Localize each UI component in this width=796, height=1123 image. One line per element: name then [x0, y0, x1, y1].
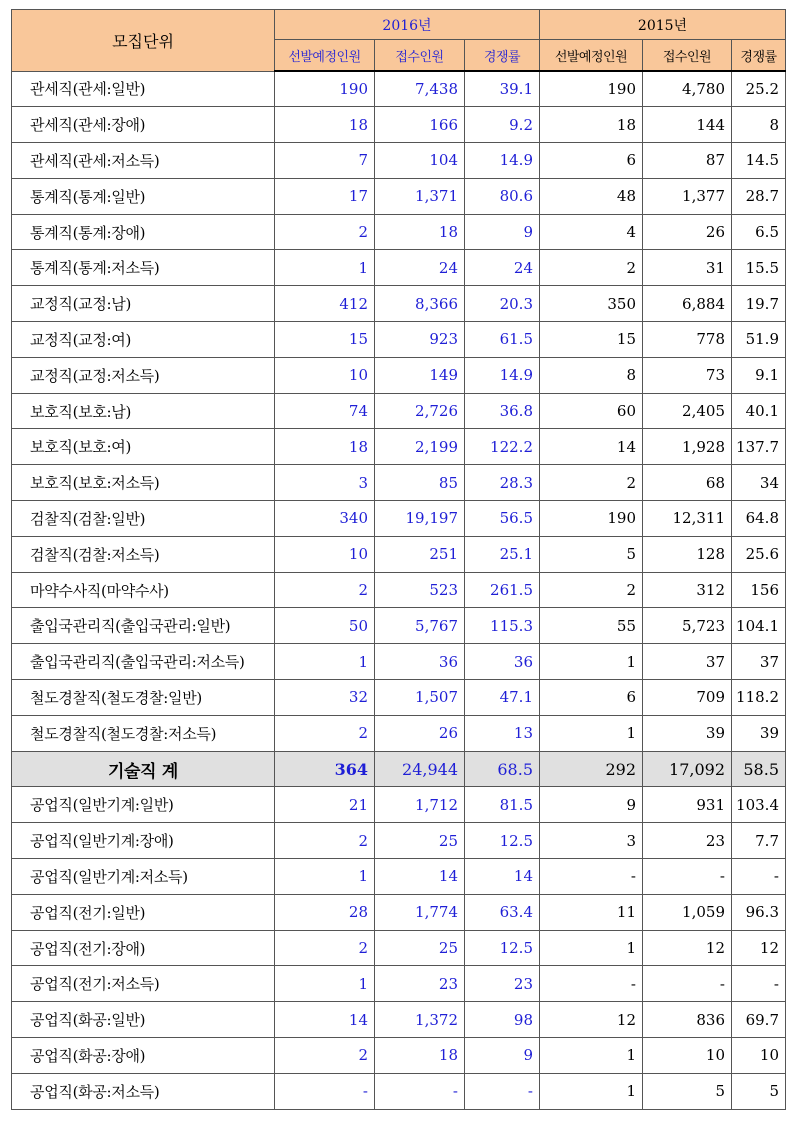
planned-2015-cell: - [540, 859, 643, 895]
rate-2015-cell: 28.7 [732, 178, 786, 214]
planned-2015-header: 선발예정인원 [540, 40, 643, 72]
planned-2015-cell: 60 [540, 393, 643, 429]
planned-2016-cell: 18 [275, 429, 375, 465]
rate-2015-header: 경쟁률 [732, 40, 786, 72]
applied-2015-cell: 1,377 [643, 178, 732, 214]
planned-2015-cell: 292 [540, 751, 643, 787]
applied-2015-cell: 312 [643, 572, 732, 608]
unit-name-cell: 공업직(화공:저소득) [12, 1073, 275, 1109]
unit-name-cell: 관세직(관세:저소득) [12, 143, 275, 179]
unit-name-cell: 통계직(통계:일반) [12, 178, 275, 214]
applied-2016-cell: 1,371 [375, 178, 465, 214]
rate-2015-cell: 12 [732, 930, 786, 966]
applied-2016-cell: 1,372 [375, 1002, 465, 1038]
planned-2016-cell: 2 [275, 1038, 375, 1074]
table-row [12, 1038, 786, 1074]
planned-2016-cell: 1 [275, 966, 375, 1002]
table-row [12, 178, 786, 214]
applied-2015-cell: 1,059 [643, 894, 732, 930]
applied-2016-cell: 7,438 [375, 71, 465, 107]
rate-2015-cell: 137.7 [732, 429, 786, 465]
table-row [12, 465, 786, 501]
table-row [12, 572, 786, 608]
unit-name-cell: 보호직(보호:여) [12, 429, 275, 465]
rate-2016-cell: 12.5 [465, 823, 540, 859]
unit-name-cell: 통계직(통계:저소득) [12, 250, 275, 286]
unit-name-cell: 공업직(화공:장애) [12, 1038, 275, 1074]
planned-2016-cell: 50 [275, 608, 375, 644]
unit-name-cell: 기술직 계 [12, 751, 275, 787]
applied-2016-cell: 24,944 [375, 751, 465, 787]
rate-2015-cell: 5 [732, 1073, 786, 1109]
unit-name-cell: 출입국관리직(출입국관리:일반) [12, 608, 275, 644]
applied-2015-cell: 2,405 [643, 393, 732, 429]
rate-2015-cell: 96.3 [732, 894, 786, 930]
table-row [12, 322, 786, 358]
table-row [12, 859, 786, 895]
planned-2015-cell: 12 [540, 1002, 643, 1038]
planned-2015-cell: 1 [540, 1073, 643, 1109]
rate-2015-cell: 64.8 [732, 501, 786, 537]
planned-2016-cell: 28 [275, 894, 375, 930]
unit-name-cell: 철도경찰직(철도경찰:저소득) [12, 715, 275, 751]
rate-2015-cell: 7.7 [732, 823, 786, 859]
applied-2016-cell: 26 [375, 715, 465, 751]
applied-2016-cell: 149 [375, 357, 465, 393]
rate-2016-cell: 14.9 [465, 143, 540, 179]
planned-2015-cell: 3 [540, 823, 643, 859]
applied-2015-cell: 144 [643, 107, 732, 143]
unit-name-cell: 검찰직(검찰:일반) [12, 501, 275, 537]
rate-2016-cell: 23 [465, 966, 540, 1002]
applied-2016-header: 접수인원 [375, 40, 465, 72]
rate-2015-cell: 25.6 [732, 536, 786, 572]
applied-2016-cell: 5,767 [375, 608, 465, 644]
rate-2015-cell: 39 [732, 715, 786, 751]
unit-name-cell: 마약수사직(마약수사) [12, 572, 275, 608]
planned-2015-cell: 18 [540, 107, 643, 143]
rate-2015-cell: 69.7 [732, 1002, 786, 1038]
rate-2016-cell: 98 [465, 1002, 540, 1038]
applied-2015-cell: 37 [643, 644, 732, 680]
rate-2016-cell: 36 [465, 644, 540, 680]
header-row-years [12, 10, 786, 40]
planned-2015-cell: 2 [540, 465, 643, 501]
unit-name-cell: 공업직(일반기계:일반) [12, 787, 275, 823]
applied-2015-cell: 17,092 [643, 751, 732, 787]
rate-2016-cell: 81.5 [465, 787, 540, 823]
rate-2016-cell: 39.1 [465, 71, 540, 107]
unit-name-cell: 공업직(전기:장애) [12, 930, 275, 966]
table-row [12, 680, 786, 716]
table-row [12, 286, 786, 322]
applied-2015-cell: 836 [643, 1002, 732, 1038]
rate-2015-cell: 103.4 [732, 787, 786, 823]
year-2016-header: 2016년 [275, 10, 540, 40]
planned-2016-cell: 17 [275, 178, 375, 214]
planned-2016-cell: 2 [275, 930, 375, 966]
planned-2016-cell: 15 [275, 322, 375, 358]
rate-2016-cell: - [465, 1073, 540, 1109]
unit-name-cell: 통계직(통계:장애) [12, 214, 275, 250]
planned-2016-cell: 2 [275, 572, 375, 608]
table-row [12, 501, 786, 537]
planned-2016-cell: 10 [275, 536, 375, 572]
applied-2015-cell: 6,884 [643, 286, 732, 322]
applied-2015-cell: 10 [643, 1038, 732, 1074]
table-row [12, 1073, 786, 1109]
applied-2015-cell: 68 [643, 465, 732, 501]
recruitment-unit-header: 모집단위 [12, 10, 275, 72]
applied-2015-cell: 39 [643, 715, 732, 751]
rate-2016-cell: 28.3 [465, 465, 540, 501]
table-row [12, 357, 786, 393]
rate-2016-cell: 24 [465, 250, 540, 286]
table-row [12, 823, 786, 859]
rate-2016-cell: 68.5 [465, 751, 540, 787]
unit-name-cell: 공업직(일반기계:저소득) [12, 859, 275, 895]
total-row [12, 751, 786, 787]
applied-2015-cell: - [643, 966, 732, 1002]
planned-2015-cell: 6 [540, 680, 643, 716]
rate-2015-cell: 8 [732, 107, 786, 143]
table-row [12, 608, 786, 644]
rate-2015-cell: 25.2 [732, 71, 786, 107]
applied-2016-cell: 24 [375, 250, 465, 286]
planned-2016-cell: - [275, 1073, 375, 1109]
planned-2016-cell: 32 [275, 680, 375, 716]
applied-2016-cell: 23 [375, 966, 465, 1002]
applied-2015-header: 접수인원 [643, 40, 732, 72]
planned-2015-cell: 190 [540, 71, 643, 107]
rate-2016-cell: 9.2 [465, 107, 540, 143]
planned-2015-cell: 1 [540, 1038, 643, 1074]
rate-2015-cell: 14.5 [732, 143, 786, 179]
rate-2016-cell: 261.5 [465, 572, 540, 608]
planned-2015-cell: 9 [540, 787, 643, 823]
applied-2016-cell: 523 [375, 572, 465, 608]
table-row [12, 429, 786, 465]
rate-2015-cell: 15.5 [732, 250, 786, 286]
rate-2016-cell: 13 [465, 715, 540, 751]
applied-2015-cell: 12,311 [643, 501, 732, 537]
rate-2016-cell: 80.6 [465, 178, 540, 214]
rate-2016-header: 경쟁률 [465, 40, 540, 72]
planned-2016-cell: 1 [275, 250, 375, 286]
applied-2015-cell: 128 [643, 536, 732, 572]
rate-2015-cell: 51.9 [732, 322, 786, 358]
rate-2015-cell: - [732, 859, 786, 895]
unit-name-cell: 공업직(화공:일반) [12, 1002, 275, 1038]
rate-2016-cell: 9 [465, 214, 540, 250]
planned-2016-cell: 10 [275, 357, 375, 393]
planned-2015-cell: 350 [540, 286, 643, 322]
rate-2015-cell: 40.1 [732, 393, 786, 429]
rate-2015-cell: - [732, 966, 786, 1002]
applied-2015-cell: 778 [643, 322, 732, 358]
planned-2015-cell: 2 [540, 572, 643, 608]
planned-2016-cell: 1 [275, 859, 375, 895]
year-2015-header: 2015년 [540, 10, 786, 40]
table-row [12, 644, 786, 680]
rate-2016-cell: 36.8 [465, 393, 540, 429]
unit-name-cell: 공업직(전기:저소득) [12, 966, 275, 1002]
unit-name-cell: 교정직(교정:여) [12, 322, 275, 358]
planned-2015-cell: 6 [540, 143, 643, 179]
rate-2015-cell: 156 [732, 572, 786, 608]
rate-2015-cell: 9.1 [732, 357, 786, 393]
rate-2015-cell: 6.5 [732, 214, 786, 250]
rate-2016-cell: 115.3 [465, 608, 540, 644]
planned-2016-cell: 18 [275, 107, 375, 143]
unit-name-cell: 교정직(교정:저소득) [12, 357, 275, 393]
table-row [12, 250, 786, 286]
applied-2016-cell: 18 [375, 1038, 465, 1074]
rate-2015-cell: 58.5 [732, 751, 786, 787]
planned-2015-cell: 5 [540, 536, 643, 572]
applied-2015-cell: 23 [643, 823, 732, 859]
planned-2016-cell: 340 [275, 501, 375, 537]
table-row [12, 966, 786, 1002]
applied-2015-cell: - [643, 859, 732, 895]
rate-2015-cell: 118.2 [732, 680, 786, 716]
rate-2016-cell: 14.9 [465, 357, 540, 393]
planned-2015-cell: 1 [540, 644, 643, 680]
unit-name-cell: 검찰직(검찰:저소득) [12, 536, 275, 572]
rate-2016-cell: 12.5 [465, 930, 540, 966]
planned-2016-cell: 74 [275, 393, 375, 429]
planned-2016-cell: 7 [275, 143, 375, 179]
applied-2016-cell: 1,712 [375, 787, 465, 823]
table-row [12, 214, 786, 250]
planned-2016-cell: 364 [275, 751, 375, 787]
applied-2015-cell: 87 [643, 143, 732, 179]
planned-2015-cell: 15 [540, 322, 643, 358]
applied-2016-cell: 1,507 [375, 680, 465, 716]
applied-2015-cell: 931 [643, 787, 732, 823]
applied-2016-cell: 8,366 [375, 286, 465, 322]
planned-2016-cell: 14 [275, 1002, 375, 1038]
planned-2016-cell: 2 [275, 214, 375, 250]
rate-2016-cell: 47.1 [465, 680, 540, 716]
planned-2015-cell: 55 [540, 608, 643, 644]
table-row [12, 71, 786, 107]
planned-2016-cell: 21 [275, 787, 375, 823]
applied-2016-cell: 104 [375, 143, 465, 179]
rate-2015-cell: 34 [732, 465, 786, 501]
table-row [12, 930, 786, 966]
applied-2016-cell: 251 [375, 536, 465, 572]
applied-2015-cell: 4,780 [643, 71, 732, 107]
unit-name-cell: 관세직(관세:장애) [12, 107, 275, 143]
rate-2016-cell: 25.1 [465, 536, 540, 572]
unit-name-cell: 공업직(일반기계:장애) [12, 823, 275, 859]
table-row [12, 393, 786, 429]
table-row [12, 1002, 786, 1038]
table-row [12, 107, 786, 143]
unit-name-cell: 공업직(전기:일반) [12, 894, 275, 930]
planned-2016-cell: 1 [275, 644, 375, 680]
unit-name-cell: 출입국관리직(출입국관리:저소득) [12, 644, 275, 680]
table-row [12, 143, 786, 179]
table-row [12, 536, 786, 572]
applied-2016-cell: 923 [375, 322, 465, 358]
table-row [12, 894, 786, 930]
applied-2015-cell: 1,928 [643, 429, 732, 465]
applied-2016-cell: 19,197 [375, 501, 465, 537]
applied-2016-cell: 2,726 [375, 393, 465, 429]
planned-2015-cell: 190 [540, 501, 643, 537]
applied-2016-cell: 14 [375, 859, 465, 895]
rate-2016-cell: 56.5 [465, 501, 540, 537]
planned-2016-header: 선발예정인원 [275, 40, 375, 72]
applied-2016-cell: 18 [375, 214, 465, 250]
table-row [12, 787, 786, 823]
planned-2015-cell: 48 [540, 178, 643, 214]
applied-2015-cell: 12 [643, 930, 732, 966]
rate-2016-cell: 14 [465, 859, 540, 895]
unit-name-cell: 보호직(보호:저소득) [12, 465, 275, 501]
applied-2016-cell: 85 [375, 465, 465, 501]
unit-name-cell: 보호직(보호:남) [12, 393, 275, 429]
planned-2015-cell: 4 [540, 214, 643, 250]
planned-2015-cell: 1 [540, 715, 643, 751]
rate-2015-cell: 19.7 [732, 286, 786, 322]
applied-2015-cell: 5,723 [643, 608, 732, 644]
rate-2016-cell: 9 [465, 1038, 540, 1074]
planned-2015-cell: 2 [540, 250, 643, 286]
rate-2015-cell: 10 [732, 1038, 786, 1074]
planned-2015-cell: 8 [540, 357, 643, 393]
table-body [12, 71, 786, 1109]
competition-rate-table [11, 9, 786, 1110]
unit-name-cell: 관세직(관세:일반) [12, 71, 275, 107]
planned-2016-cell: 3 [275, 465, 375, 501]
planned-2016-cell: 2 [275, 715, 375, 751]
applied-2016-cell: 25 [375, 930, 465, 966]
rate-2016-cell: 122.2 [465, 429, 540, 465]
planned-2016-cell: 190 [275, 71, 375, 107]
applied-2016-cell: 25 [375, 823, 465, 859]
applied-2016-cell: 1,774 [375, 894, 465, 930]
unit-name-cell: 철도경찰직(철도경찰:일반) [12, 680, 275, 716]
applied-2015-cell: 26 [643, 214, 732, 250]
planned-2015-cell: - [540, 966, 643, 1002]
planned-2016-cell: 2 [275, 823, 375, 859]
applied-2016-cell: 36 [375, 644, 465, 680]
table-row [12, 715, 786, 751]
applied-2015-cell: 709 [643, 680, 732, 716]
applied-2015-cell: 73 [643, 357, 732, 393]
rate-2015-cell: 37 [732, 644, 786, 680]
applied-2016-cell: - [375, 1073, 465, 1109]
planned-2015-cell: 1 [540, 930, 643, 966]
planned-2016-cell: 412 [275, 286, 375, 322]
unit-name-cell: 교정직(교정:남) [12, 286, 275, 322]
applied-2015-cell: 5 [643, 1073, 732, 1109]
rate-2015-cell: 104.1 [732, 608, 786, 644]
rate-2016-cell: 20.3 [465, 286, 540, 322]
applied-2016-cell: 2,199 [375, 429, 465, 465]
rate-2016-cell: 63.4 [465, 894, 540, 930]
rate-2016-cell: 61.5 [465, 322, 540, 358]
planned-2015-cell: 14 [540, 429, 643, 465]
applied-2016-cell: 166 [375, 107, 465, 143]
planned-2015-cell: 11 [540, 894, 643, 930]
applied-2015-cell: 31 [643, 250, 732, 286]
